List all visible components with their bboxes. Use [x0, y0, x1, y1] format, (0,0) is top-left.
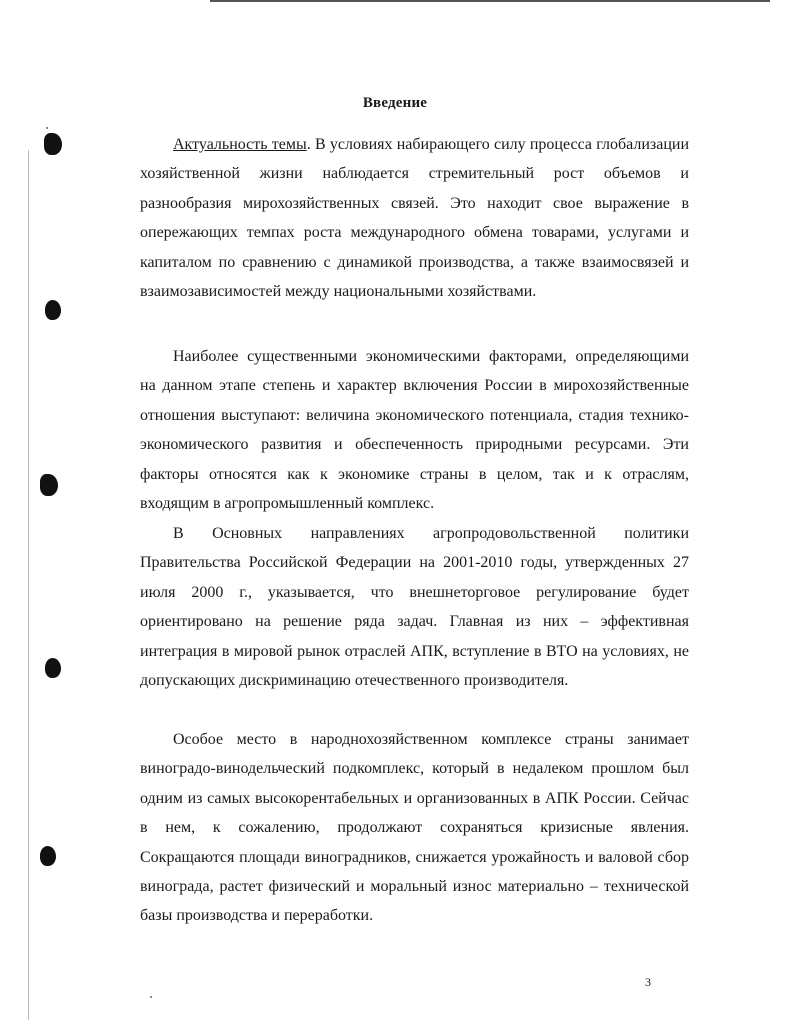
scan-speck — [150, 996, 152, 998]
binder-hole-mark — [44, 133, 62, 155]
scan-speck — [46, 127, 48, 129]
paragraph-factors — [140, 342, 689, 518]
paragraph-text: В Основных направлениях агропродовольственной политики Правительства Российской Федерации на 2001-2010 годы, утвержденных 27 июля 2000 г., указывается, что внешнеторговое регулирование будет ориентировано на решение ряда задач. Главная из них – эффективная интеграция в мировой рынок отраслей АПК, вступление в ВТО на условиях, не допускающих дискриминацию отечественного производителя. — [140, 525, 689, 690]
binder-hole-mark — [45, 658, 61, 678]
underlined-heading: Актуальность темы — [173, 136, 307, 153]
scan-left-edge-line — [28, 150, 29, 1020]
page-title: Введение — [362, 95, 428, 111]
page-number: 3 — [645, 975, 651, 989]
binder-hole-mark — [40, 846, 56, 866]
paragraph-viticulture — [140, 725, 689, 931]
paragraph-text: Наиболее существенными экономическими факторами, определяющими на данном этапе степень и характер включения России в мирохозяйственные отношения выступают: величина экономического потенциала, стадия технико-экономического развития и обеспеченность природными ресурсами. Эти факторы относятся как к экономике страны в целом, так и к отраслям, входящим в агропромышленный комплекс. — [140, 348, 689, 513]
binder-hole-mark — [40, 474, 58, 496]
paragraph-text: Актуальность темы. В условиях набирающего силу процесса глобализации хозяйственной жизни наблюдается стремительный рост объемов и разнообразия мирохозяйственных связей. Это находит свое выражение в опережающих темпах роста международного обмена товарами, услугами и капиталом по сравнению с динамикой производства, а также взаимосвязей и взаимозависимостей между национальными хозяйствами. — [140, 136, 690, 301]
paragraph-text: Особое место в народнохозяйственном комплексе страны занимает виноградо-винодельческий подкомплекс, который в недалеком прошлом был одним из самых высокорентабельных и организованных в АПК России. Сейчас в нем, к сожалению, продолжают сохраняться кризисные явления. Сокращаются площади виноградников, снижается урожайность и валовой сбор винограда, растет физический и моральный износ материально – технической базы производства и переработки. — [140, 731, 689, 925]
scan-top-edge-line — [210, 0, 770, 2]
paragraph-relevance — [140, 130, 689, 306]
binder-hole-mark — [45, 300, 61, 320]
paragraph-policy — [140, 519, 689, 695]
